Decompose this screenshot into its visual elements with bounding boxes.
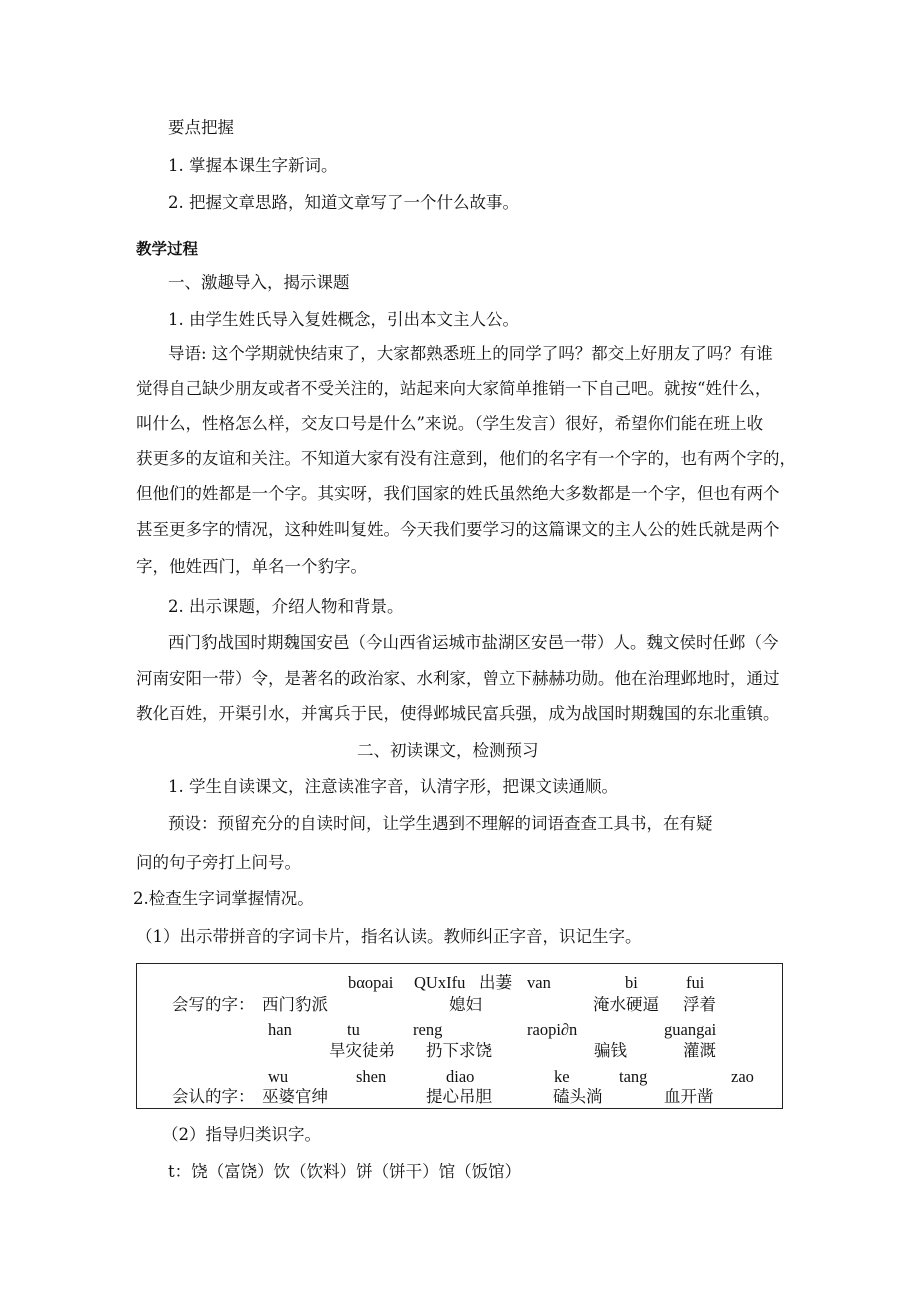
word: 磕头淌	[553, 1087, 603, 1106]
preset-line: 预设：预留充分的自读时间，让学生遇到不理解的词语查查工具书，在有疑	[168, 814, 713, 833]
pinyin: ke	[554, 1067, 570, 1086]
bio-line: 教化百姓，开渠引水，并寓兵于民，使得邺城民富兵强，成为战国时期魏国的东北重镇。	[136, 704, 780, 723]
key-points-heading: 要点把握	[168, 118, 234, 137]
pinyin: bi	[625, 973, 638, 992]
word: 西门豹派	[262, 995, 328, 1014]
pinyin: shen	[356, 1067, 387, 1086]
section-2-title: 二、初读课文，检测预习	[357, 741, 539, 760]
intro-line: 觉得自己缺少朋友或者不受关注的，站起来向大家简单推销一下自己吧。就按“姓什么，	[136, 379, 772, 398]
pinyin: diao	[446, 1067, 475, 1086]
pinyin: van	[527, 973, 551, 992]
step-text: 1. 由学生姓氏导入复姓概念，引出本文主人公。	[168, 310, 519, 329]
pinyin: tu	[347, 1020, 360, 1039]
section-1-title: 一、激趣导入，揭示课题	[168, 273, 350, 292]
pinyin: wu	[268, 1067, 289, 1086]
group-line: t：饶（富饶）饮（饮料）饼（饼干）馆（饭馆）	[168, 1162, 522, 1181]
word: 淹水硬逼	[593, 995, 659, 1014]
word: 浮着	[683, 995, 716, 1014]
pinyin: fui	[686, 973, 705, 992]
pinyin: raopi∂n	[527, 1020, 578, 1039]
pinyin: guangai	[664, 1020, 717, 1039]
intro-line: 导语: 这个学期就快结束了，大家都熟悉班上的同学了吗？都交上好朋友了吗？有谁	[168, 344, 773, 363]
pinyin: QUxIfu	[414, 973, 466, 992]
write-label: 会写的字：	[172, 995, 255, 1014]
pinyin: tang	[619, 1067, 648, 1086]
word: 媳妇	[449, 995, 482, 1014]
bio-line: 河南安阳一带）令，是著名的政治家、水利家，曾立下赫赫功勋。他在治理邺地时，通过	[136, 669, 780, 688]
step-text: （1）出示带拼音的字词卡片，指名认读。教师纠正字音，识记生字。	[136, 927, 642, 946]
pinyin: han	[268, 1020, 292, 1039]
word: 旱灾徒弟	[329, 1041, 395, 1060]
pinyin: bαopai	[348, 973, 394, 992]
pinyin: reng	[413, 1020, 443, 1039]
intro-line: 叫什么，性格怎么样，交友口号是什么”来说。（学生发言）很好，希望你们能在班上收	[136, 414, 764, 433]
intro-line: 字，他姓西门，单名一个豹字。	[136, 557, 367, 576]
key-point-item: 1. 掌握本课生字新词。	[168, 156, 338, 175]
word: 灌溉	[683, 1041, 716, 1060]
preset-line: 问的句子旁打上问号。	[136, 853, 301, 872]
vocabulary-card	[136, 963, 783, 1109]
intro-line: 但他们的姓都是一个字。其实呀，我们国家的姓氏虽然绝大多数都是一个字，但也有两个	[136, 484, 780, 503]
intro-line: 甚至更多字的情况，这种姓叫复姓。今天我们要学习的这篇课文的主人公的姓氏就是两个	[136, 520, 780, 539]
read-label: 会认的字：	[172, 1087, 255, 1106]
intro-line: 获更多的友谊和关注。不知道大家有没有注意到，他们的名字有一个字的，也有两个字的，	[136, 449, 796, 468]
word: 骗钱	[594, 1041, 627, 1060]
key-point-item: 2. 把握文章思路，知道文章写了一个什么故事。	[168, 193, 519, 212]
process-heading: 教学过程	[136, 239, 199, 258]
step-text: 1. 学生自读课文，注意读准字音，认清字形，把课文读通顺。	[168, 777, 618, 796]
word: 提心吊胆	[426, 1087, 492, 1106]
word: 血开凿	[664, 1087, 714, 1106]
word: 扔下求饶	[426, 1041, 492, 1060]
word: 巫婆官绅	[262, 1087, 328, 1106]
step-text: 2. 出示课题，介绍人物和背景。	[168, 597, 404, 616]
step-text: 2.检查生字词掌握情况。	[133, 889, 314, 908]
step-text: （2）指导归类识字。	[162, 1125, 321, 1144]
word: 出萋	[479, 973, 512, 992]
bio-line: 西门豹战国时期魏国安邑（今山西省运城市盐湖区安邑一带）人。魏文侯时任邺（今	[168, 633, 779, 652]
pinyin: zao	[731, 1067, 754, 1086]
